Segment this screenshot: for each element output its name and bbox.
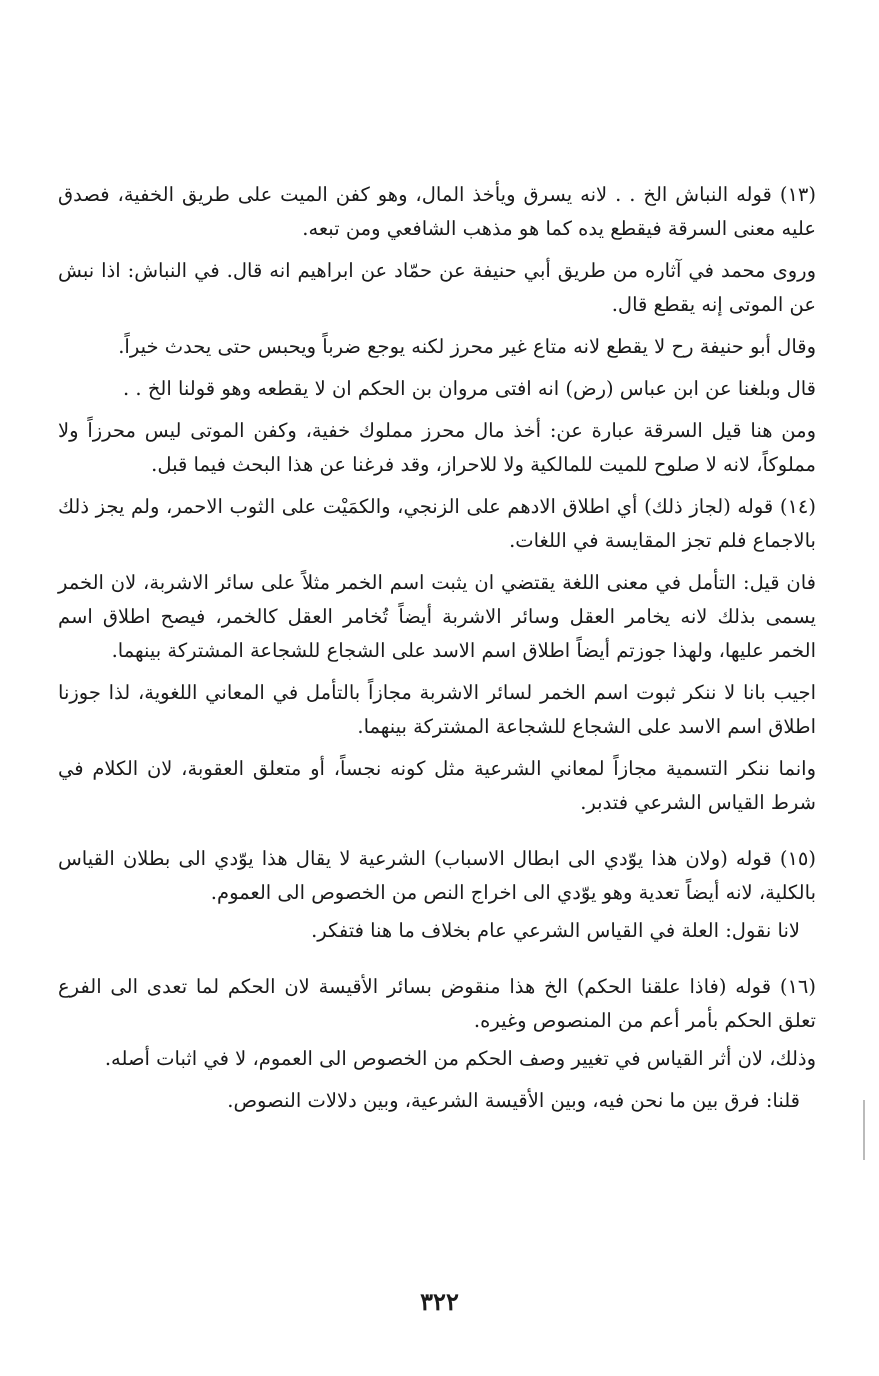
paragraph-ibn-abbas: قال وبلغنا عن ابن عباس (رض) انه افتى مروان بن الحكم ان لا يقطعه وهو قولنا الخ . . (123, 377, 816, 400)
paragraph-abu-hanifa: وقال أبو حنيفة رح لا يقطع لانه متاع غير محرز لكنه يوجع ضرباً ويحبس حتى يحدث خيراً. (118, 335, 816, 358)
scan-edge-mark (863, 1100, 865, 1160)
paragraph-15-reply: لانا نقول: العلة في القياس الشرعي عام بخلاف ما هنا فتفكر. (311, 919, 800, 942)
page-number: ٣٢٢ (420, 1287, 459, 1316)
body-text (58, 178, 816, 1126)
paragraph-14: (١٤) قوله (لجاز ذلك) أي اطلاق الادهم على الزنجي، والكمَيْت على الثوب الاحمر، ولم يجز ذلك بالاجماع فلم تجز المقايسة في اللغات. (58, 495, 816, 552)
paragraph-denial: وانما ننكر التسمية مجازاً لمعاني الشرعية مثل كونه نجساً، أو متعلق العقوبة، لان الكلام في شرط القياس الشرعي فتدبر. (58, 757, 816, 814)
paragraph-15: (١٥) قوله (ولان هذا يوّدي الى ابطال الاسباب) الشرعية لا يقال هذا يوّدي الى بطلان القياس بالكلية، لانه أيضاً تعدية وهو يوّدي الى اخراج النص من الخصوص الى العموم. (58, 847, 816, 904)
paragraph-13: (١٣) قوله النباش الخ . . لانه يسرق ويأخذ المال، وهو كفن الميت على طريق الخفية، فصدق عليه معنى السرقة فيقطع يده كما هو مذهب الشافعي ومن تبعه. (58, 183, 816, 240)
paragraph-objection: فان قيل: التأمل في معنى اللغة يقتضي ان يثبت اسم الخمر مثلاً على سائر الاشربة، لان الخمر يسمى بذلك لانه يخامر العقل وسائر الاشربة أيضاً تُخامر العقل كالخمر، فيصح اطلاق اسم الخمر عليها، ولهذا جوزتم أيضاً اطلاق اسم الاسد على الشجاع للشجاعة المشتركة بينهما. (58, 571, 816, 662)
paragraph-narration: وروى محمد في آثاره من طريق أبي حنيفة عن حمّاد عن ابراهيم انه قال. في النباش: اذا نبش عن الموتى إنه يقطع قال. (58, 259, 816, 316)
paragraph-16-explanation: وذلك، لان أثر القياس في تغيير وصف الحكم من الخصوص الى العموم، لا في اثبات أصله. (104, 1047, 816, 1070)
paragraph-16: (١٦) قوله (فاذا علقنا الحكم) الخ هذا منقوض بسائر الأقيسة لان الحكم لما تعدى الى الفرع تعلق الحكم بأمر أعم من المنصوص وغيره. (58, 975, 816, 1032)
paragraph-16-reply: قلنا: فرق بين ما نحن فيه، وبين الأقيسة الشرعية، وبين دلالات النصوص. (227, 1089, 800, 1112)
paragraph-theft-definition: ومن هنا قيل السرقة عبارة عن: أخذ مال محرز مملوك خفية، وكفن الموتى ليس محرزاً ولا مملوكاً، لانه لا صلوح للميت للمالكية ولا للاحراز، وقد فرغنا عن هذا البحث فيما قبل. (58, 419, 816, 476)
paragraph-answer: اجيب بانا لا ننكر ثبوت اسم الخمر لسائر الاشربة مجازاً بالتأمل في المعاني اللغوية، لذا جوزنا اطلاق اسم الاسد على الشجاع للشجاعة المشتركة بينهما. (58, 681, 816, 738)
